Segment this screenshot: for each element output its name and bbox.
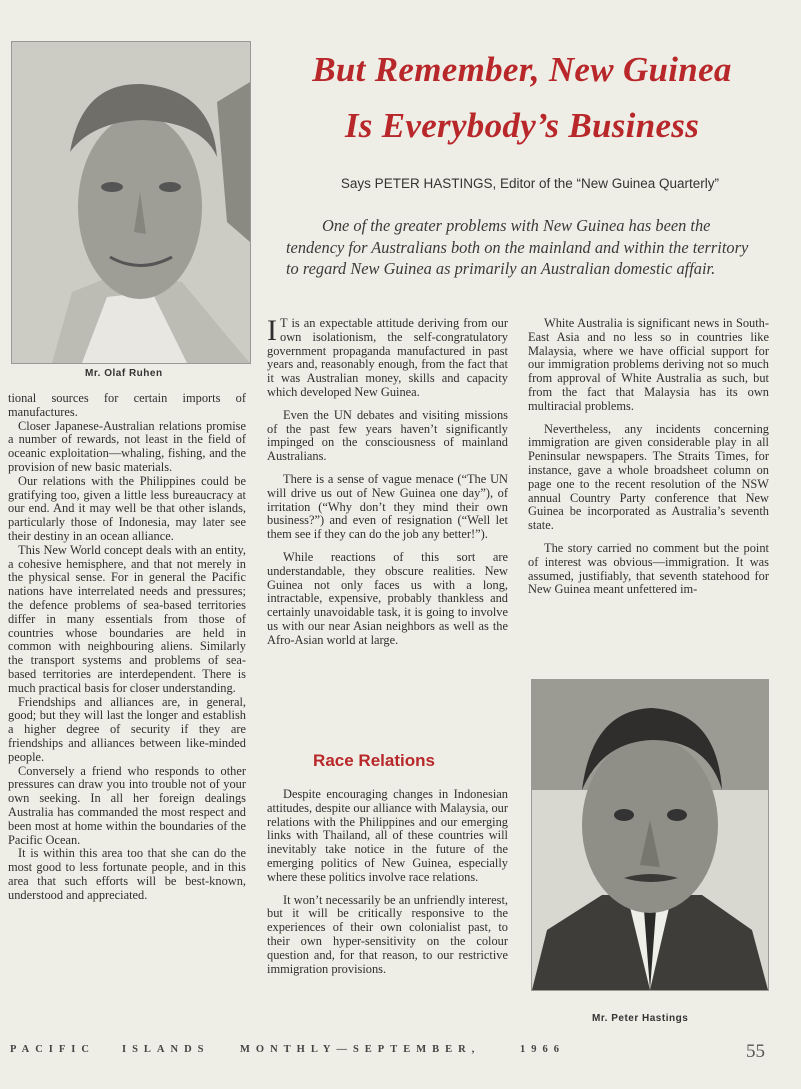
- footer-running-line: [10, 1044, 790, 1064]
- col1-paragraph: It is within this area too that she can do the most good to less fortunate people, and in this area that such efforts will be best-known, understood and appreciated.: [8, 846, 246, 902]
- col1-paragraph: This New World concept deals with an entity, a cohesive hemisphere, and that not merely in the physical sense. For in general the Pacific nations have interrelated needs and pressures; the defence problems of sea-based territories differ in many essentials from those of countries whose boundaries are held in common with neighbouring aliens. Similarly the transport systems and problems of sea-based territories are interdependent. There is much practical basis for closer understanding.: [8, 542, 246, 695]
- footer-islands: ISLANDS: [122, 1044, 210, 1055]
- col1-paragraph: Friendships and alliances are, in general, good; but they will last the longer and establish a higher degree of security if they are friendships and alliances between like-minded people.: [8, 694, 246, 764]
- col1-paragraph: Our relations with the Philippines could be gratifying too, given a little less bureaucracy at our end. And it may well be that other islands, particularly those of Indonesia, may later see their destiny in an ocean alliance.: [8, 473, 246, 543]
- col2-paragraph: Even the UN debates and visiting missions of the past few years haven’t significantly impinged on the consciousness of mainland Australians.: [267, 407, 508, 464]
- dek-intro: One of the greater problems with New Guinea has been the tendency for Australians both on the mainland and within the territory to regard New Guinea as primarily an Australian domestic affair.: [286, 216, 749, 278]
- footer-pacific: PACIFIC: [10, 1044, 95, 1055]
- col2-lead-paragraph: [267, 314, 508, 400]
- byline: Says PETER HASTINGS, Editor of the “New Guinea Quarterly”: [340, 176, 720, 191]
- col2-paragraph: While reactions of this sort are understandable, they obscure realities. New Guinea not only faces us with a long, intractable, expensive, probably thankless and certainly unavoidable task, it is going to involve us with our near Asian neighbors as well as the Afro-Asian world at large.: [267, 549, 508, 647]
- col1-paragraph: Conversely a friend who responds to other pressures can draw you into trouble not of your own seeking. In all her foreign dealings Australia has commanded the most respect and been most at home within the boundaries of the Pacific Ocean.: [8, 763, 246, 847]
- subhead-race-relations: Race Relations: [313, 751, 435, 770]
- headline-line1: But Remember, New Guinea: [312, 50, 732, 89]
- column-2-continued: [267, 788, 508, 985]
- footer-year: 1966: [520, 1044, 565, 1055]
- col1-paragraph: tional sources for certain imports of manufactures.: [8, 391, 246, 419]
- col2-lead-text: T is an expectable attitude deriving from our own isolationism, the self-congratulatory government propaganda manufactured in past years and, reasonably enough, from the fact that it was Australian money, skills and capacity which developed New Guinea.: [267, 316, 508, 399]
- peter-hastings-caption: Mr. Peter Hastings: [592, 1013, 689, 1024]
- footer-monthly: MONTHLY—SEPTEMBER,: [240, 1044, 481, 1055]
- peter-hastings-photo: [531, 679, 769, 991]
- col1-paragraph: Closer Japanese-Australian relations promise a number of rewards, not least in the field of oceanic exploitation—whaling, fishing, and the provision of new basic materials.: [8, 418, 246, 474]
- drop-cap: I: [267, 314, 277, 347]
- col2-paragraph: It won’t necessarily be an unfriendly interest, but it will be critically responsive to the experiences of their own colonialist past, to their own hyper-sensitivity on the colour question and, for that reason, to our restrictive immigration provisions.: [267, 892, 508, 976]
- col3-paragraph: The story carried no comment but the point of interest was obvious—immigration. It was assumed, justifiably, that seventh statehood for New Guinea meant unfettered im-: [528, 540, 769, 597]
- column-3: [528, 317, 769, 606]
- olaf-ruhen-caption: Mr. Olaf Ruhen: [85, 368, 163, 379]
- olaf-ruhen-photo: [11, 41, 251, 364]
- column-2: [267, 314, 508, 657]
- col3-paragraph: White Australia is significant news in South-East Asia and no less so in countries like Malaysia, where we have official support for our immigration problems deriving not so much from approval of White Australia as such, but from the fact that Malaysia has its own multiracial problems.: [528, 316, 769, 413]
- col2-paragraph: There is a sense of vague menace (“The UN will drive us out of New Guinea one day”), of irritation (“Why don’t they mind their own business?”) and even of resignation (“Well let them see if they can do the job any better!”).: [267, 471, 508, 542]
- col2-paragraph: Despite encouraging changes in Indonesian attitudes, despite our alliance with Malaysia, our relations with the Philippines and our emerging links with Thailand, all of these countries will inevitably take notice in the future of the emerging politics of New Guinea, especially where these politics involve race relations.: [267, 787, 508, 884]
- headline-line2: Is Everybody’s Business: [344, 106, 700, 145]
- col3-paragraph: Nevertheless, any incidents concerning immigration are given considerable play in all Peninsular newspapers. The Straits Times, for instance, gave a whole broadsheet column on page one to the recent resolution of the NSW annual Country Party conference that New Guinea be incorporated as Australia’s seventh state.: [528, 421, 769, 533]
- column-1: [8, 392, 246, 902]
- page-number: 55: [746, 1041, 765, 1062]
